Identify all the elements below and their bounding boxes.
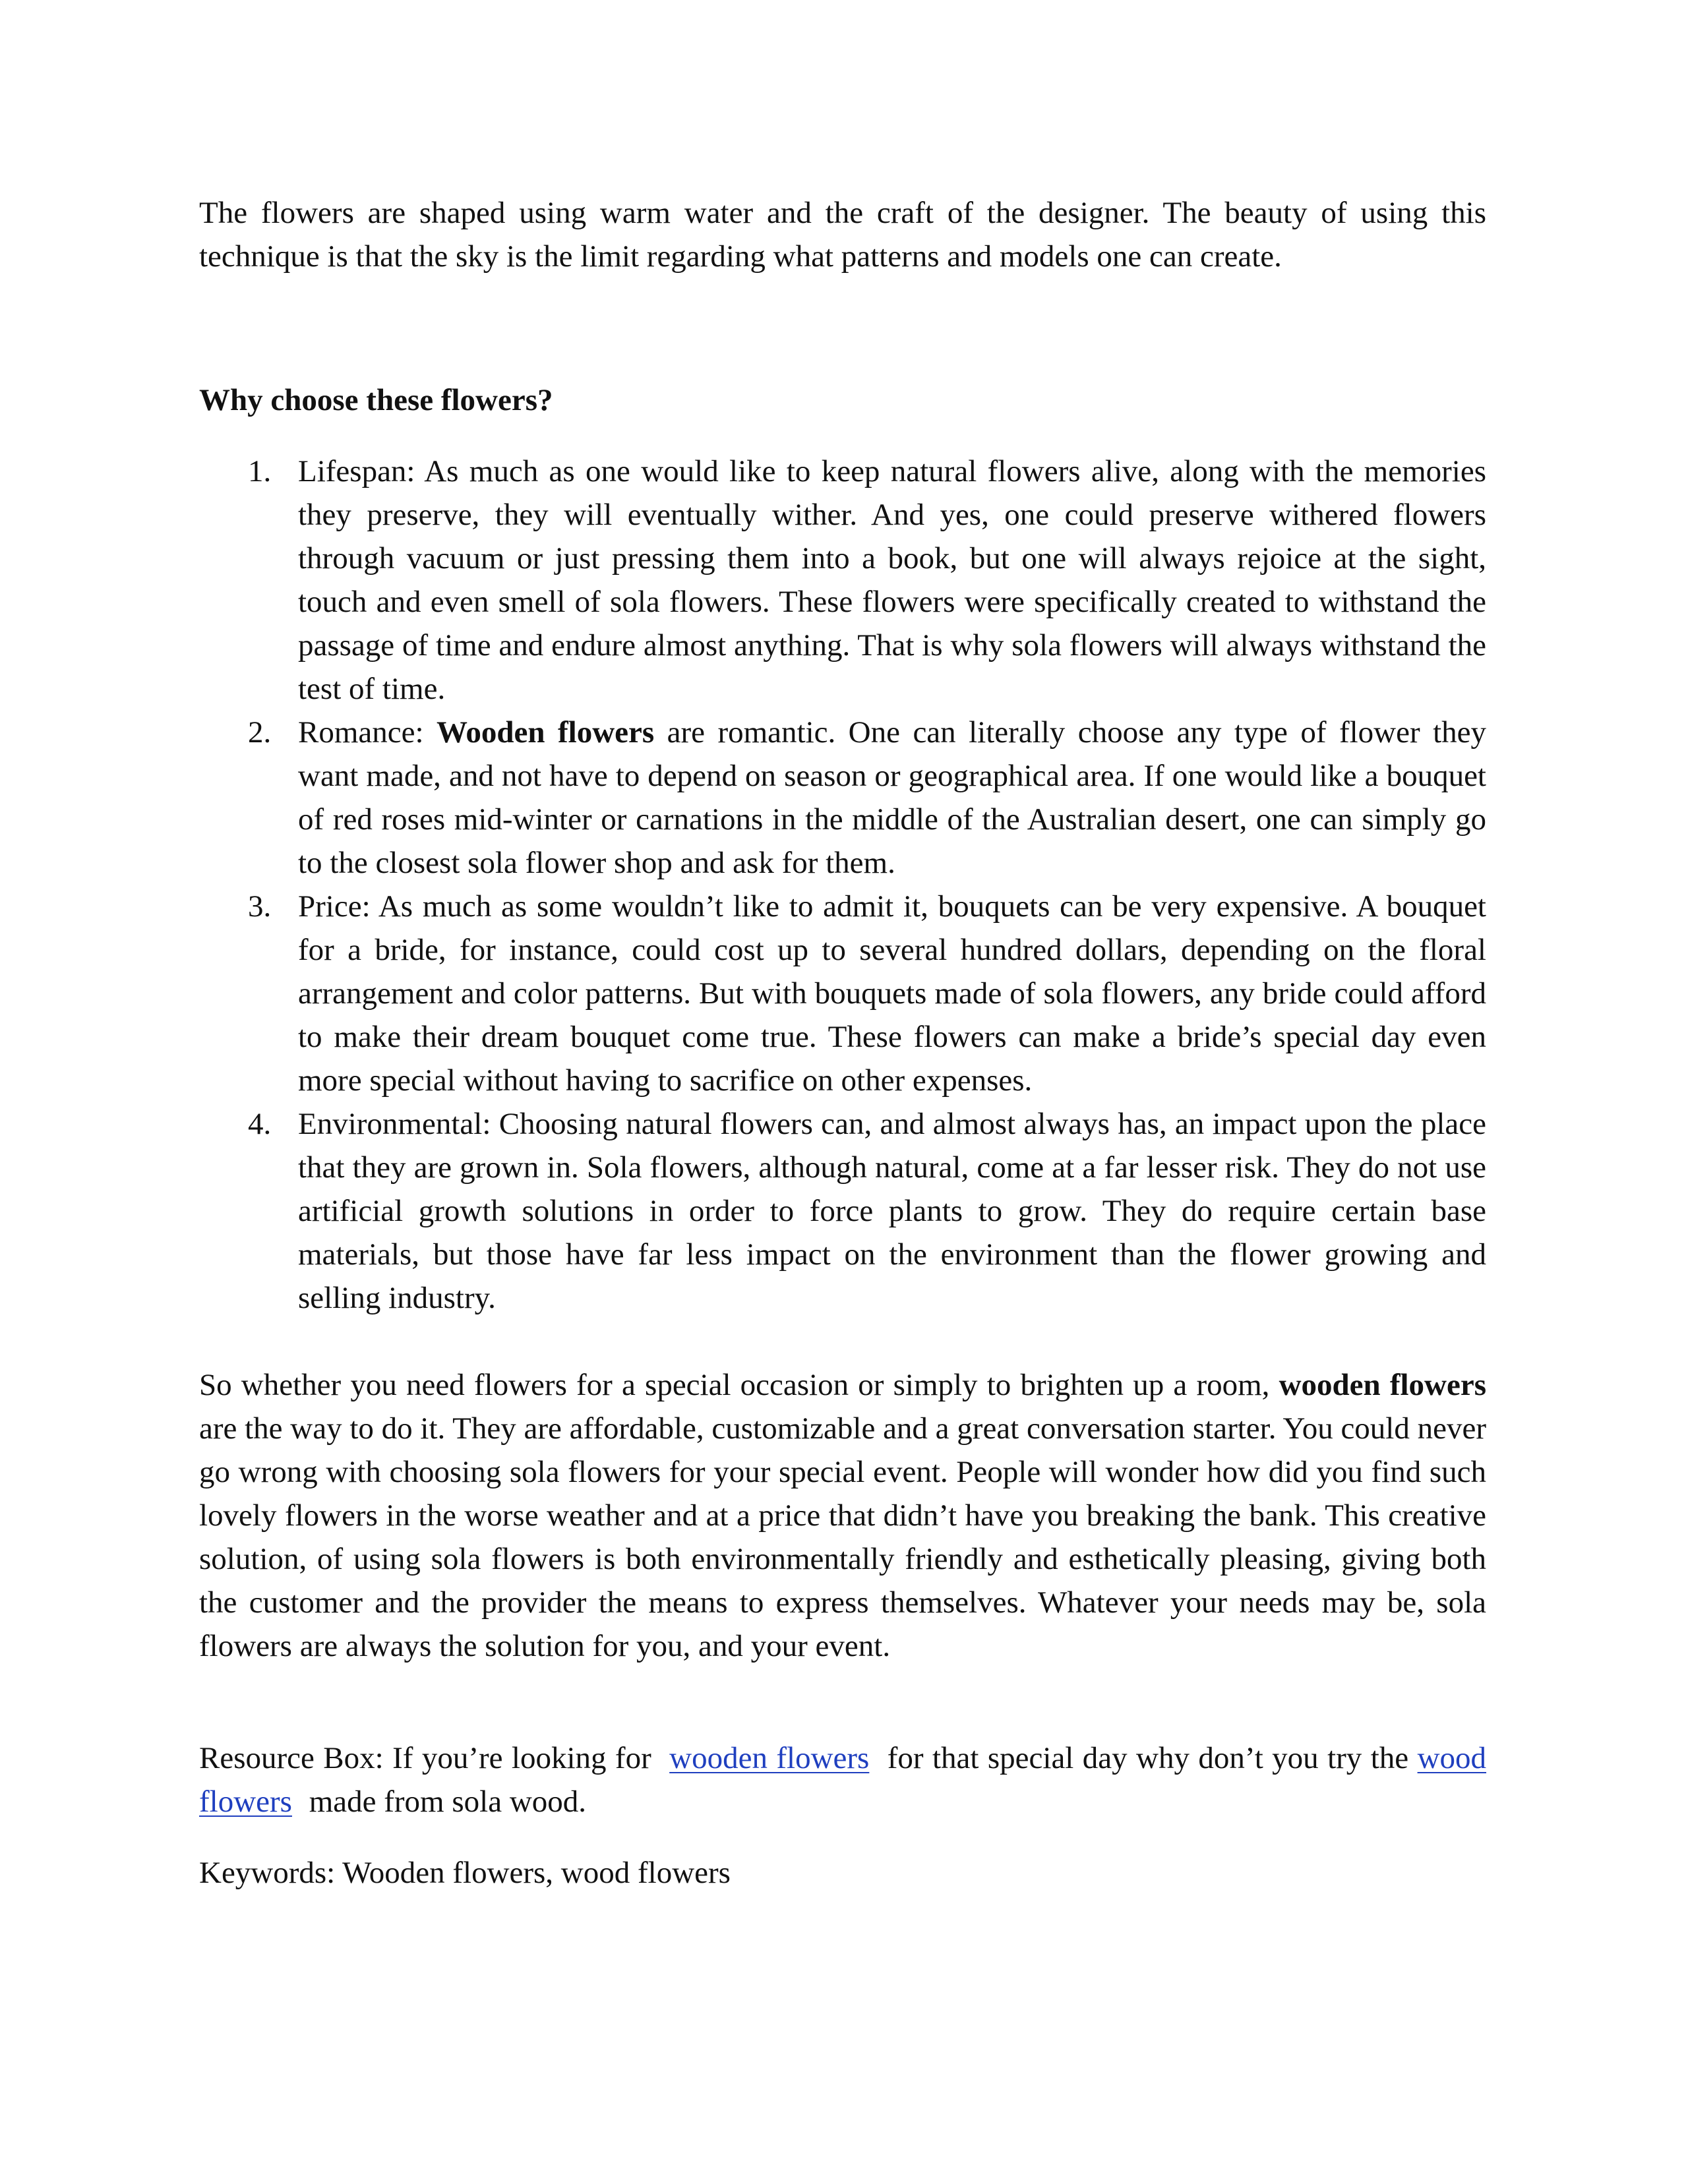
list-item <box>199 885 1486 1102</box>
list-item-number: 1. <box>248 454 272 488</box>
list-item <box>199 711 1486 885</box>
keywords-line: Keywords: Wooden flowers, wood flowers <box>199 1856 731 1890</box>
closing-text: are the way to do it. They are affordable, customizable and a great conversation starter. You could never go wrong with choosing sola flowers for your special event. People will wonder how did you find such lovely flowers in the worse weather and at a price that didn’t have you breaking the bank. This creative solution, of using sola flowers is both environmentally friendly and esthetically pleasing, giving both the customer and the provider the means to express themselves. Whatever your needs may be, sola flowers are always the solution for you, and your event. <box>199 1411 1486 1663</box>
resource-middle: for that special day why don’t you try the <box>887 1741 1409 1775</box>
resource-suffix: made from sola wood. <box>309 1785 587 1819</box>
closing-paragraph <box>199 1363 1486 1668</box>
list-item-text: Price: As much as some wouldn’t like to admit it, bouquets can be very expensive. A bouquet for a bride, for instance, could cost up to several hundred dollars, depending on the floral arrangement and color patterns. But with bouquets made of sola flowers, any bride could afford to make their dream bouquet come true. These flowers can make a bride’s special day even more special without having to sacrifice on other expenses. <box>298 889 1486 1098</box>
wooden-flowers-link[interactable]: wooden flowers <box>669 1741 870 1775</box>
resource-box <box>199 1736 1486 1823</box>
reasons-list <box>199 450 1486 1320</box>
list-item-number: 4. <box>248 1107 272 1141</box>
bold-keyword: Wooden flowers <box>437 715 655 750</box>
document-page <box>199 191 1486 1895</box>
intro-paragraph: The flowers are shaped using warm water and the craft of the designer. The beauty of using this technique is that the sky is the limit regarding what patterns and models one can create. <box>199 196 1486 274</box>
bold-keyword: wooden flowers <box>1279 1368 1486 1402</box>
section-heading: Why choose these flowers? <box>199 383 553 417</box>
list-item <box>199 450 1486 711</box>
list-item <box>199 1102 1486 1320</box>
list-item-text: Environmental: Choosing natural flowers can, and almost always has, an impact upon the place that they are grown in. Sola flowers, although natural, come at a far lesser risk. They do not use artificial growth solutions in order to force plants to grow. They do require certain base materials, but those have far less impact on the environment than the flower growing and selling industry. <box>298 1107 1486 1315</box>
resource-prefix: Resource Box: If you’re looking for <box>199 1741 651 1775</box>
list-item-number: 2. <box>248 715 272 750</box>
list-item-text: are romantic. One can literally choose any type of flower they want made, and not have to depend on season or geographical area. If one would like a bouquet of red roses mid-winter or carnations in the middle of the Australian desert, one can simply go to the closest sola flower shop and ask for them. <box>298 715 1486 880</box>
wood-flowers-link[interactable]: wood flowers <box>199 1741 1487 1819</box>
list-item-prefix: Romance: <box>298 715 437 750</box>
list-item-text: Lifespan: As much as one would like to keep natural flowers alive, along with the memories they preserve, they will eventually wither. And yes, one could preserve withered flowers through vacuum or just pressing them into a book, but one will always rejoice at the sight, touch and even smell of sola flowers. These flowers were specifically created to withstand the passage of time and endure almost anything. That is why sola flowers will always withstand the test of time. <box>298 454 1486 706</box>
closing-prefix: So whether you need flowers for a special occasion or simply to brighten up a room, <box>199 1368 1279 1402</box>
list-item-number: 3. <box>248 889 272 924</box>
